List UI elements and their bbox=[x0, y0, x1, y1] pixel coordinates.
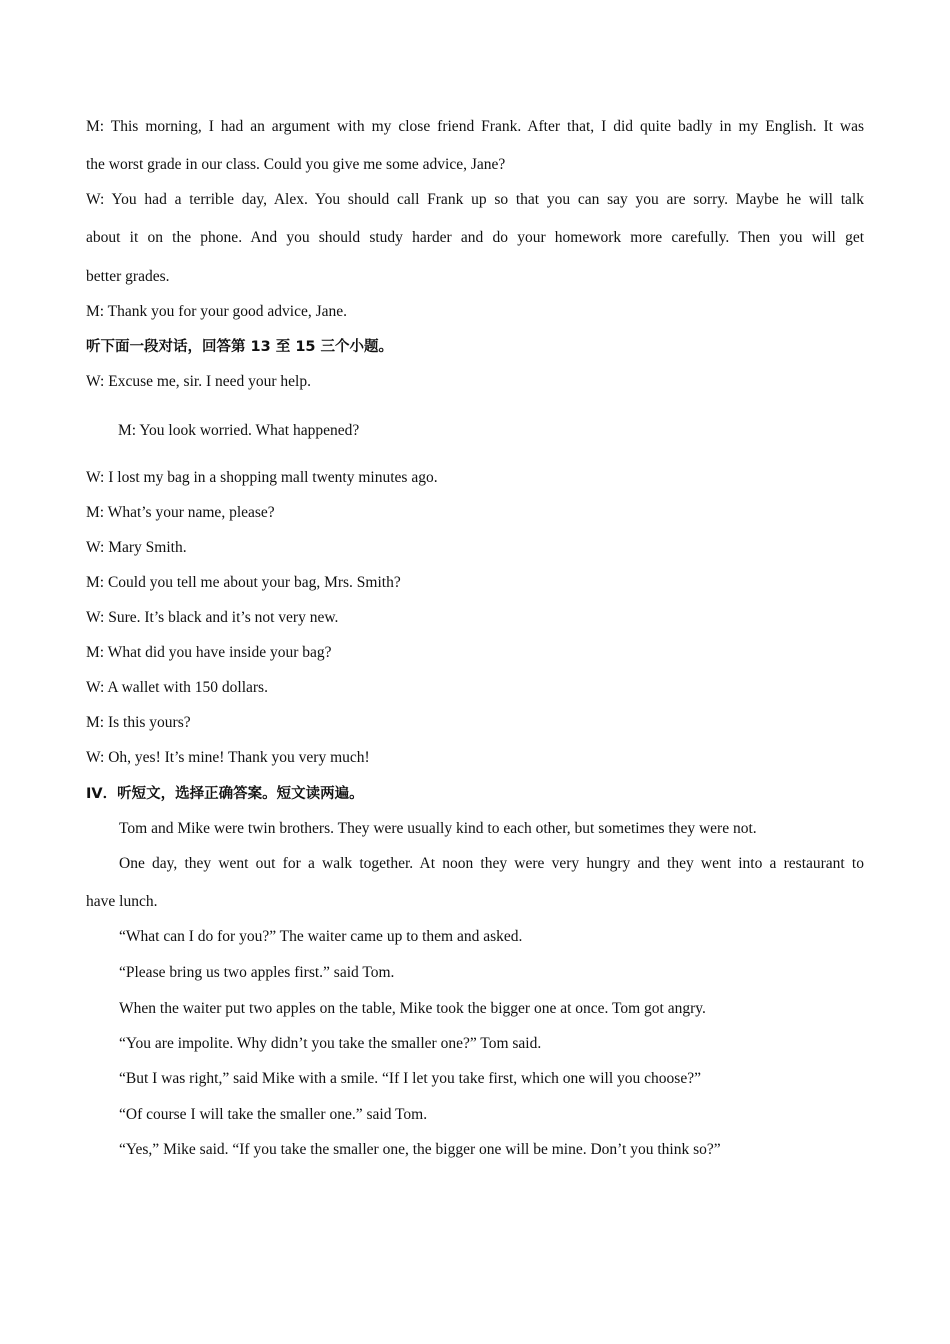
dialogue-line-m-1a: M: This morning, I had an argument with my close friend Frank. After that, I did quite badly in my English. It was bbox=[86, 118, 864, 135]
dialogue-line: M: Could you tell me about your bag, Mrs. Smith? bbox=[86, 574, 401, 591]
passage-paragraph-2a: One day, they went out for a walk together. At noon they were very hungry and they went into a restaurant to bbox=[119, 855, 864, 872]
passage-paragraph-3: “What can I do for you?” The waiter came up to them and asked. bbox=[119, 928, 523, 945]
dialogue-line: M: What did you have inside your bag? bbox=[86, 644, 332, 661]
dialogue-line: W: I lost my bag in a shopping mall twenty minutes ago. bbox=[86, 469, 438, 486]
dialogue-line-w-2c: better grades. bbox=[86, 268, 170, 285]
dialogue-line-m-1b: the worst grade in our class. Could you give me some advice, Jane? bbox=[86, 156, 506, 173]
passage-paragraph-4: “Please bring us two apples first.” said Tom. bbox=[119, 964, 395, 981]
dialogue-line: W: Excuse me, sir. I need your help. bbox=[86, 373, 311, 390]
dialogue-line: M: Is this yours? bbox=[86, 714, 191, 731]
passage-paragraph-6: “You are impolite. Why didn’t you take the smaller one?” Tom said. bbox=[119, 1035, 542, 1052]
dialogue-line: W: Oh, yes! It’s mine! Thank you very much! bbox=[86, 749, 370, 766]
dialogue-line: W: Mary Smith. bbox=[86, 539, 187, 556]
passage-paragraph-7: “But I was right,” said Mike with a smile. “If I let you take first, which one will you choose?” bbox=[119, 1070, 701, 1087]
dialogue-line: M: What’s your name, please? bbox=[86, 504, 275, 521]
passage-paragraph-8: “Of course I will take the smaller one.” said Tom. bbox=[119, 1106, 428, 1123]
dialogue-line-w-2b: about it on the phone. And you should study harder and do your homework more carefully. Then you will get bbox=[86, 229, 864, 246]
passage-paragraph-2b: have lunch. bbox=[86, 893, 158, 910]
passage-paragraph-9: “Yes,” Mike said. “If you take the smaller one, the bigger one will be mine. Don’t you think so?” bbox=[119, 1141, 721, 1158]
dialogue-line-w-2a: W: You had a terrible day, Alex. You should call Frank up so that you can say you are sorry. Maybe he will talk bbox=[86, 191, 864, 208]
dialogue-line: M: You look worried. What happened? bbox=[118, 422, 360, 439]
dialogue-line-m-3: M: Thank you for your good advice, Jane. bbox=[86, 303, 348, 320]
passage-paragraph-5: When the waiter put two apples on the table, Mike took the bigger one at once. Tom got angry. bbox=[119, 1000, 706, 1017]
dialogue-line: W: A wallet with 150 dollars. bbox=[86, 679, 268, 696]
dialogue-line: W: Sure. It’s black and it’s not very new. bbox=[86, 609, 339, 626]
passage-paragraph-1: Tom and Mike were twin brothers. They were usually kind to each other, but sometimes they were not. bbox=[119, 820, 757, 837]
section-heading-iv: IV．听短文，选择正确答案。短文读两遍。 bbox=[86, 786, 364, 802]
section-heading-13-15: 听下面一段对话，回答第 13 至 15 三个小题。 bbox=[86, 339, 394, 355]
